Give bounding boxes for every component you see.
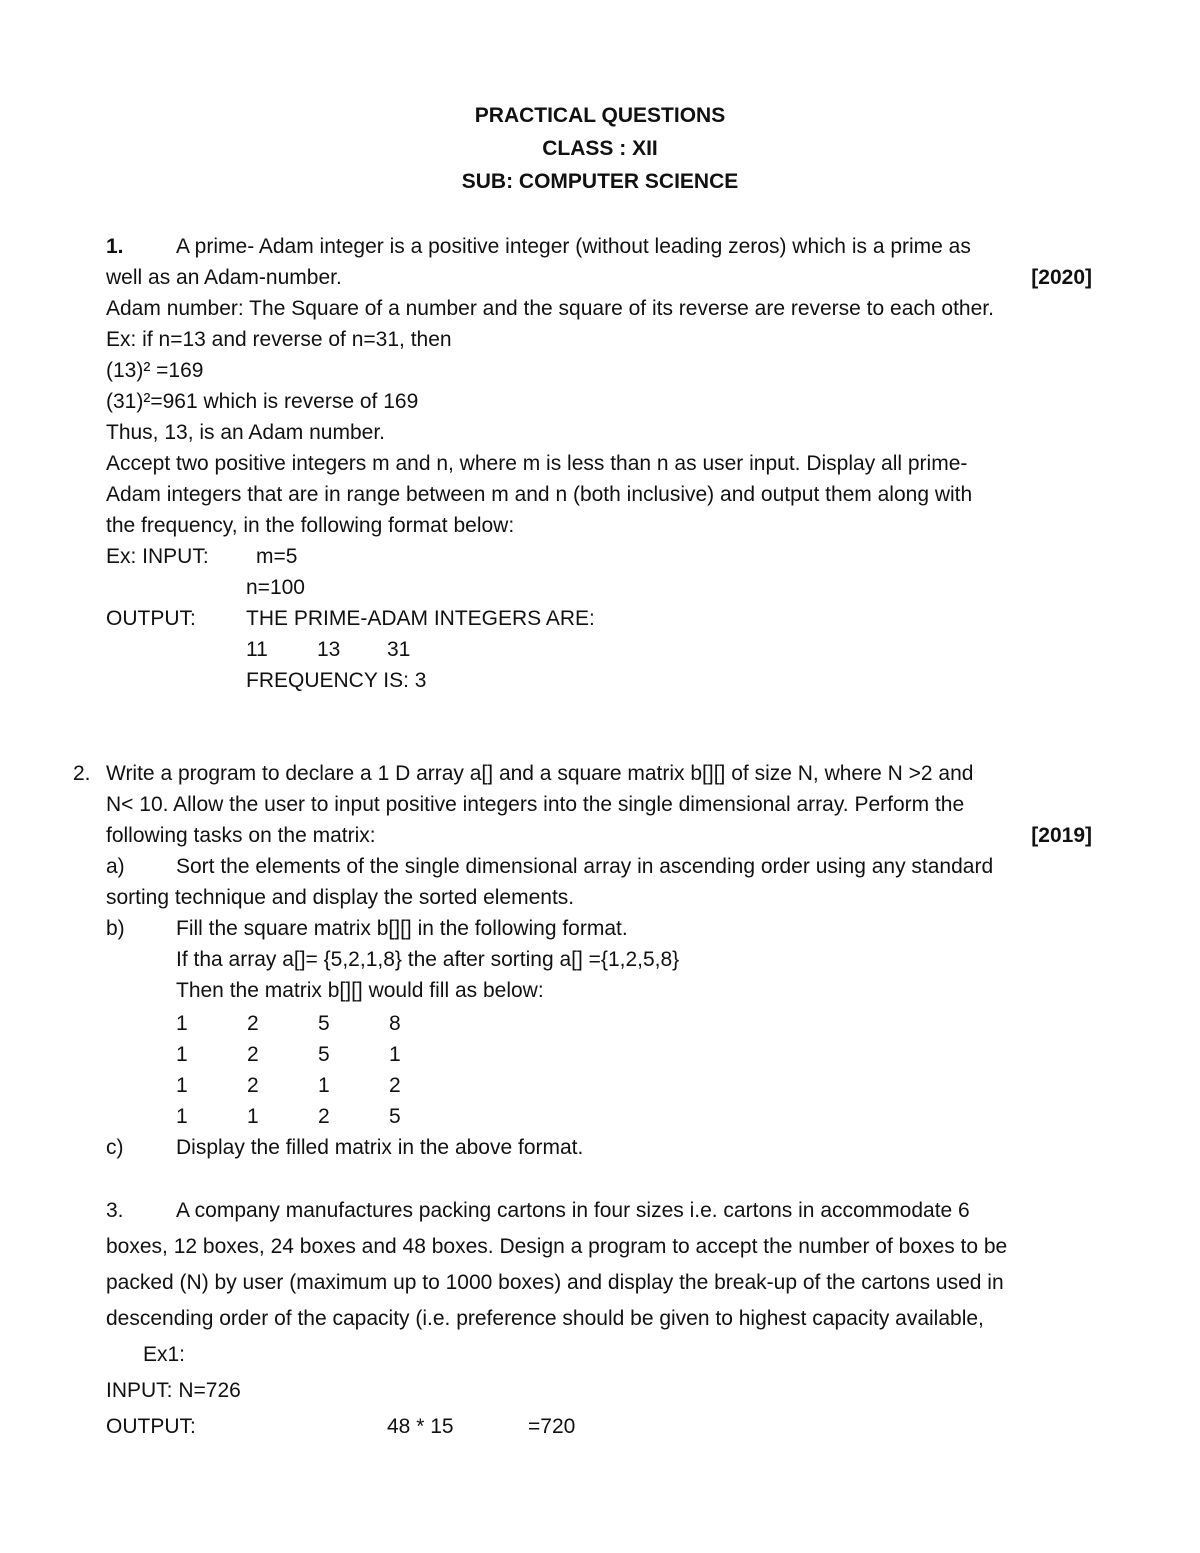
q1-line: Adam integers that are in range between m and n (both inclusive) and output them along with [106, 483, 973, 506]
matrix-cell: 2 [318, 1105, 330, 1128]
q2-a-line: Sort the elements of the single dimensional array in ascending order using any standard [176, 855, 994, 878]
q2-c-line: Display the filled matrix in the above format. [176, 1136, 584, 1159]
q2-c-label: c) [106, 1136, 124, 1159]
q2-number: 2. [73, 762, 91, 785]
q1-frequency: FREQUENCY IS: 3 [246, 669, 427, 692]
matrix-cell: 8 [389, 1012, 401, 1035]
q1-output-value: 31 [387, 638, 411, 661]
q2-line: following tasks on the matrix: [106, 824, 376, 847]
q1-line: A prime- Adam integer is a positive integer (without leading zeros) which is a prime as [176, 235, 971, 258]
q1-input-m: m=5 [256, 545, 298, 568]
subject-line: SUB: COMPUTER SCIENCE [461, 170, 739, 193]
q3-line: packed (N) by user (maximum up to 1000 boxes) and display the break-up of the cartons used in [106, 1271, 1004, 1294]
matrix-cell: 1 [318, 1074, 330, 1097]
q3-input-line: INPUT: N=726 [106, 1379, 241, 1402]
class-line: CLASS : XII [542, 137, 658, 160]
q2-b-line: Fill the square matrix b[][] in the following format. [176, 917, 628, 940]
q3-number: 3. [106, 1199, 124, 1222]
matrix-cell: 2 [389, 1074, 401, 1097]
matrix-cell: 5 [318, 1012, 330, 1035]
q1-output-heading: THE PRIME-ADAM INTEGERS ARE: [246, 607, 595, 630]
q1-number: 1. [106, 235, 124, 258]
q1-input-label: Ex: INPUT: [106, 545, 209, 568]
q1-line: (13)² =169 [106, 359, 204, 382]
q1-line: (31)²=961 which is reverse of 169 [106, 390, 419, 413]
q2-b-label: b) [106, 917, 125, 940]
q3-example-label: Ex1: [143, 1343, 186, 1366]
matrix-cell: 5 [389, 1105, 401, 1128]
matrix-cell: 2 [247, 1043, 259, 1066]
q1-line: well as an Adam-number. [106, 266, 342, 289]
q2-year: [2019] [1031, 824, 1092, 847]
q1-year: [2020] [1031, 266, 1092, 289]
q2-b-line: If tha array a[]= {5,2,1,8} the after sorting a[] ={1,2,5,8} [176, 948, 680, 971]
q3-line: A company manufactures packing cartons in four sizes i.e. cartons in accommodate 6 [176, 1199, 970, 1222]
q2-a-label: a) [106, 855, 125, 878]
page-title: PRACTICAL QUESTIONS [474, 104, 726, 127]
matrix-cell: 1 [176, 1012, 188, 1035]
q1-output-value: 11 [246, 638, 268, 661]
q1-output-label: OUTPUT: [106, 607, 196, 630]
q2-line: Write a program to declare a 1 D array a[] and a square matrix b[][] of size N, where N >2 and [106, 762, 974, 785]
q1-line: Thus, 13, is an Adam number. [106, 421, 385, 444]
q3-output-label: OUTPUT: [106, 1415, 196, 1438]
q1-line: Ex: if n=13 and reverse of n=31, then [106, 328, 452, 351]
q2-a-line: sorting technique and display the sorted elements. [106, 886, 575, 909]
q1-line: Adam number: The Square of a number and the square of its reverse are reverse to each other. [106, 297, 994, 320]
matrix-cell: 1 [389, 1043, 401, 1066]
q2-line: N< 10. Allow the user to input positive integers into the single dimensional array. Perform the [106, 793, 965, 816]
matrix-cell: 2 [247, 1012, 259, 1035]
matrix-cell: 1 [247, 1105, 259, 1128]
q3-output-result: =720 [528, 1415, 576, 1438]
matrix-cell: 1 [176, 1074, 188, 1097]
q1-output-value: 13 [317, 638, 341, 661]
q3-line: descending order of the capacity (i.e. preference should be given to highest capacity available, [106, 1307, 984, 1330]
matrix-cell: 1 [176, 1105, 188, 1128]
q1-input-n: n=100 [246, 576, 305, 599]
q1-line: the frequency, in the following format below: [106, 514, 515, 537]
q3-line: boxes, 12 boxes, 24 boxes and 48 boxes. Design a program to accept the number of boxes to be [106, 1235, 1008, 1258]
matrix-cell: 5 [318, 1043, 330, 1066]
matrix-cell: 1 [176, 1043, 188, 1066]
q2-b-line: Then the matrix b[][] would fill as below: [176, 979, 544, 1002]
q3-output-calc: 48 * 15 [387, 1415, 454, 1438]
q1-line: Accept two positive integers m and n, where m is less than n as user input. Display all prime- [106, 452, 968, 475]
matrix-cell: 2 [247, 1074, 259, 1097]
